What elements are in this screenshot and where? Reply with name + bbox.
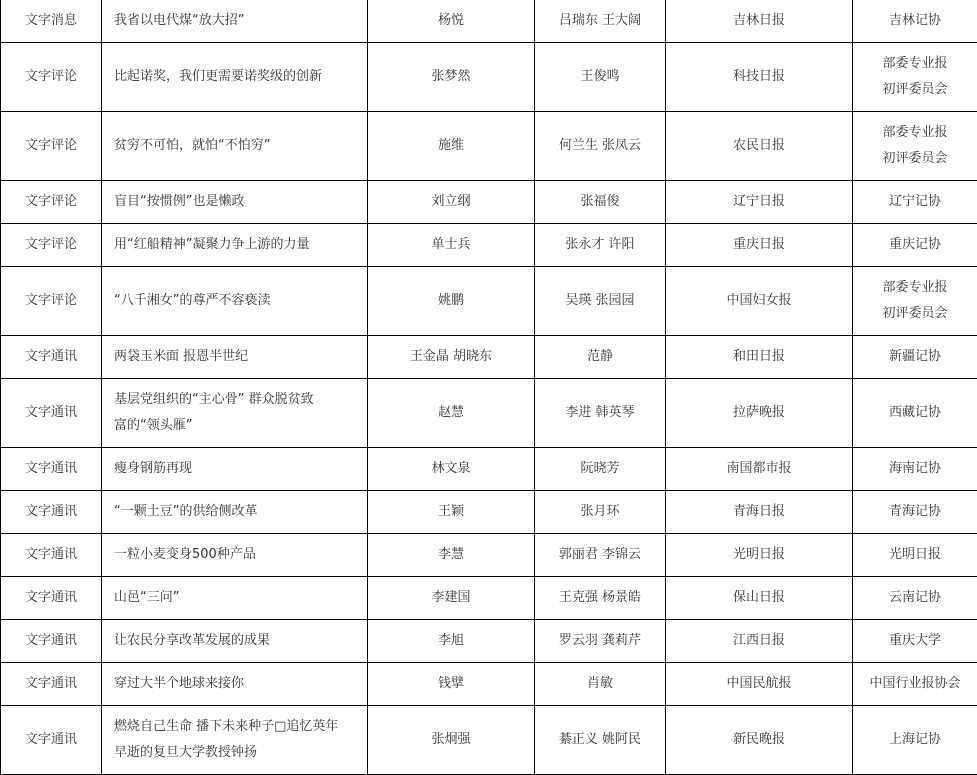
recommender-line: 部委专业报 [882, 56, 948, 71]
title-line: “八千湘女”的尊严不容亵渎 [114, 293, 271, 308]
category-cell: 文字通讯 [1, 379, 102, 448]
title-line: 盲目“按惯例”也是懒政 [114, 194, 245, 209]
table-body [1, 0, 977, 775]
category-cell: 文字通讯 [1, 663, 102, 706]
recommender-line: 西藏记协 [888, 405, 941, 420]
publisher-cell: 辽宁日报 [666, 181, 853, 224]
recommender-cell [853, 491, 977, 534]
category-cell: 文字通讯 [1, 706, 102, 775]
recommender-cell [853, 181, 977, 224]
category-cell: 文字通讯 [1, 534, 102, 577]
editor-cell [535, 336, 666, 379]
publisher-cell: 江西日报 [666, 620, 853, 663]
table-row [1, 112, 977, 181]
publisher-cell: 青海日报 [666, 491, 853, 534]
title-cell [102, 379, 368, 448]
publisher-cell: 农民日报 [666, 112, 853, 181]
recommender-cell [853, 448, 977, 491]
recommender-line: 中国行业报协会 [869, 676, 961, 691]
table-row [1, 181, 977, 224]
title-cell [102, 534, 368, 577]
author-cell: 张炯强 [368, 706, 535, 775]
recommender-cell [853, 620, 977, 663]
recommender-cell [853, 112, 977, 181]
publisher-cell: 科技日报 [666, 43, 853, 112]
category-cell: 文字评论 [1, 224, 102, 267]
recommender-cell [853, 336, 977, 379]
publisher-cell: 重庆日报 [666, 224, 853, 267]
recommender-line: 重庆记协 [888, 237, 941, 252]
table-row [1, 0, 977, 43]
title-line: 我省以电代煤“放大招” [114, 13, 245, 28]
title-line: 山邑“三问” [114, 590, 180, 605]
editor-line: 张月环 [580, 504, 620, 519]
recommender-cell [853, 224, 977, 267]
author-cell: 姚鹏 [368, 267, 535, 336]
title-line: 一粒小麦变身500种产品 [114, 547, 256, 562]
editor-line: 张福俊 [580, 194, 620, 209]
author-cell: 林文泉 [368, 448, 535, 491]
editor-cell [535, 0, 666, 43]
table-row [1, 448, 977, 491]
recommender-cell [853, 663, 977, 706]
author-cell: 王颖 [368, 491, 535, 534]
editor-cell [535, 379, 666, 448]
title-line: 燃烧自己生命 播下未来种子□追忆英年 [114, 719, 339, 734]
editor-line: 王俊鸣 [580, 69, 620, 84]
category-cell: 文字通讯 [1, 577, 102, 620]
title-cell [102, 620, 368, 663]
category-cell: 文字评论 [1, 181, 102, 224]
table-row [1, 267, 977, 336]
title-cell [102, 577, 368, 620]
recommender-line: 部委专业报 [882, 125, 948, 140]
editor-line: 肖敏 [586, 676, 613, 691]
editor-line: 何兰生 张凤云 [558, 138, 642, 153]
title-line: 两袋玉米面 报恩半世纪 [114, 349, 249, 364]
table-row [1, 706, 977, 775]
title-line: 贫穷不可怕，就怕“不怕穷” [114, 138, 271, 153]
recommender-cell [853, 706, 977, 775]
editor-line: 李进 韩英琴 [565, 405, 635, 420]
table-row [1, 224, 977, 267]
author-cell: 施维 [368, 112, 535, 181]
title-cell [102, 336, 368, 379]
recommender-line: 初评委员会 [882, 151, 948, 166]
editor-line: 罗云羽 龚莉芹 [558, 633, 642, 648]
recommender-cell [853, 0, 977, 43]
publisher-cell: 新民晚报 [666, 706, 853, 775]
category-cell: 文字通讯 [1, 491, 102, 534]
editor-cell [535, 620, 666, 663]
publisher-cell: 中国民航报 [666, 663, 853, 706]
author-cell: 刘立纲 [368, 181, 535, 224]
category-cell: 文字评论 [1, 267, 102, 336]
table-row [1, 620, 977, 663]
recommender-cell [853, 267, 977, 336]
editor-cell [535, 491, 666, 534]
recommender-line: 云南记协 [888, 590, 941, 605]
editor-line: 綦正义 姚阿民 [558, 732, 642, 747]
title-cell [102, 267, 368, 336]
title-line: 基层党组织的“主心骨” 群众脱贫致 [114, 392, 314, 407]
publisher-cell: 中国妇女报 [666, 267, 853, 336]
editor-line: 吴瑛 张园园 [565, 293, 635, 308]
table-row [1, 491, 977, 534]
title-cell [102, 224, 368, 267]
title-cell [102, 663, 368, 706]
table-row [1, 577, 977, 620]
title-cell [102, 491, 368, 534]
title-line: “一颗土豆”的供给侧改革 [114, 504, 258, 519]
recommender-line: 部委专业报 [882, 280, 948, 295]
editor-cell [535, 112, 666, 181]
editor-line: 阮晓芳 [580, 461, 620, 476]
editor-cell [535, 43, 666, 112]
table-row [1, 379, 977, 448]
recommender-line: 初评委员会 [882, 82, 948, 97]
editor-cell [535, 663, 666, 706]
editor-cell [535, 267, 666, 336]
recommender-cell [853, 43, 977, 112]
title-cell [102, 706, 368, 775]
editor-cell [535, 181, 666, 224]
title-cell [102, 0, 368, 43]
title-cell [102, 448, 368, 491]
author-cell: 钱擘 [368, 663, 535, 706]
publisher-cell: 南国都市报 [666, 448, 853, 491]
table-row [1, 43, 977, 112]
category-cell: 文字评论 [1, 43, 102, 112]
author-cell: 李建国 [368, 577, 535, 620]
author-cell: 李旭 [368, 620, 535, 663]
editor-cell [535, 224, 666, 267]
author-cell: 张梦然 [368, 43, 535, 112]
table-row [1, 336, 977, 379]
editor-line: 郭丽君 李锦云 [558, 547, 642, 562]
recommender-line: 重庆大学 [888, 633, 941, 648]
title-line: 让农民分享改革发展的成果 [114, 633, 271, 648]
title-line: 早逝的复旦大学教授钟扬 [114, 745, 258, 760]
recommender-line: 吉林记协 [888, 13, 941, 28]
title-line: 穿过大半个地球来接你 [114, 676, 245, 691]
category-cell: 文字通讯 [1, 448, 102, 491]
recommender-cell [853, 577, 977, 620]
title-cell [102, 112, 368, 181]
editor-cell [535, 706, 666, 775]
recommender-cell [853, 379, 977, 448]
category-cell: 文字评论 [1, 112, 102, 181]
publisher-cell: 拉萨晚报 [666, 379, 853, 448]
recommender-line: 海南记协 [888, 461, 941, 476]
editor-line: 吕瑞东 王大阔 [558, 13, 642, 28]
table-row [1, 534, 977, 577]
author-cell: 杨悦 [368, 0, 535, 43]
title-line: 富的“领头雁” [114, 418, 193, 433]
title-line: 用“红船精神”凝聚力争上游的力量 [114, 237, 310, 252]
editor-line: 王克强 杨景皓 [558, 590, 642, 605]
title-cell [102, 181, 368, 224]
author-cell: 李慧 [368, 534, 535, 577]
title-line: 瘦身钢筋再现 [114, 461, 193, 476]
recommender-line: 青海记协 [888, 504, 941, 519]
publisher-cell: 和田日报 [666, 336, 853, 379]
editor-line: 范静 [586, 349, 613, 364]
editor-line: 张永才 许阳 [565, 237, 635, 252]
publisher-cell: 光明日报 [666, 534, 853, 577]
publisher-cell: 保山日报 [666, 577, 853, 620]
recommender-line: 上海记协 [888, 732, 941, 747]
recommender-line: 新疆记协 [888, 349, 941, 364]
recommender-cell [853, 534, 977, 577]
category-cell: 文字消息 [1, 0, 102, 43]
category-cell: 文字通讯 [1, 620, 102, 663]
title-line: 比起诺奖，我们更需要诺奖级的创新 [114, 69, 323, 84]
table-row [1, 663, 977, 706]
publisher-cell: 吉林日报 [666, 0, 853, 43]
editor-cell [535, 577, 666, 620]
title-cell [102, 43, 368, 112]
category-cell: 文字通讯 [1, 336, 102, 379]
editor-cell [535, 448, 666, 491]
recommender-line: 初评委员会 [882, 306, 948, 321]
author-cell: 单士兵 [368, 224, 535, 267]
editor-cell [535, 534, 666, 577]
author-cell: 王金晶 胡晓东 [368, 336, 535, 379]
recommender-line: 光明日报 [888, 547, 941, 562]
author-cell: 赵慧 [368, 379, 535, 448]
recommender-line: 辽宁记协 [888, 194, 941, 209]
